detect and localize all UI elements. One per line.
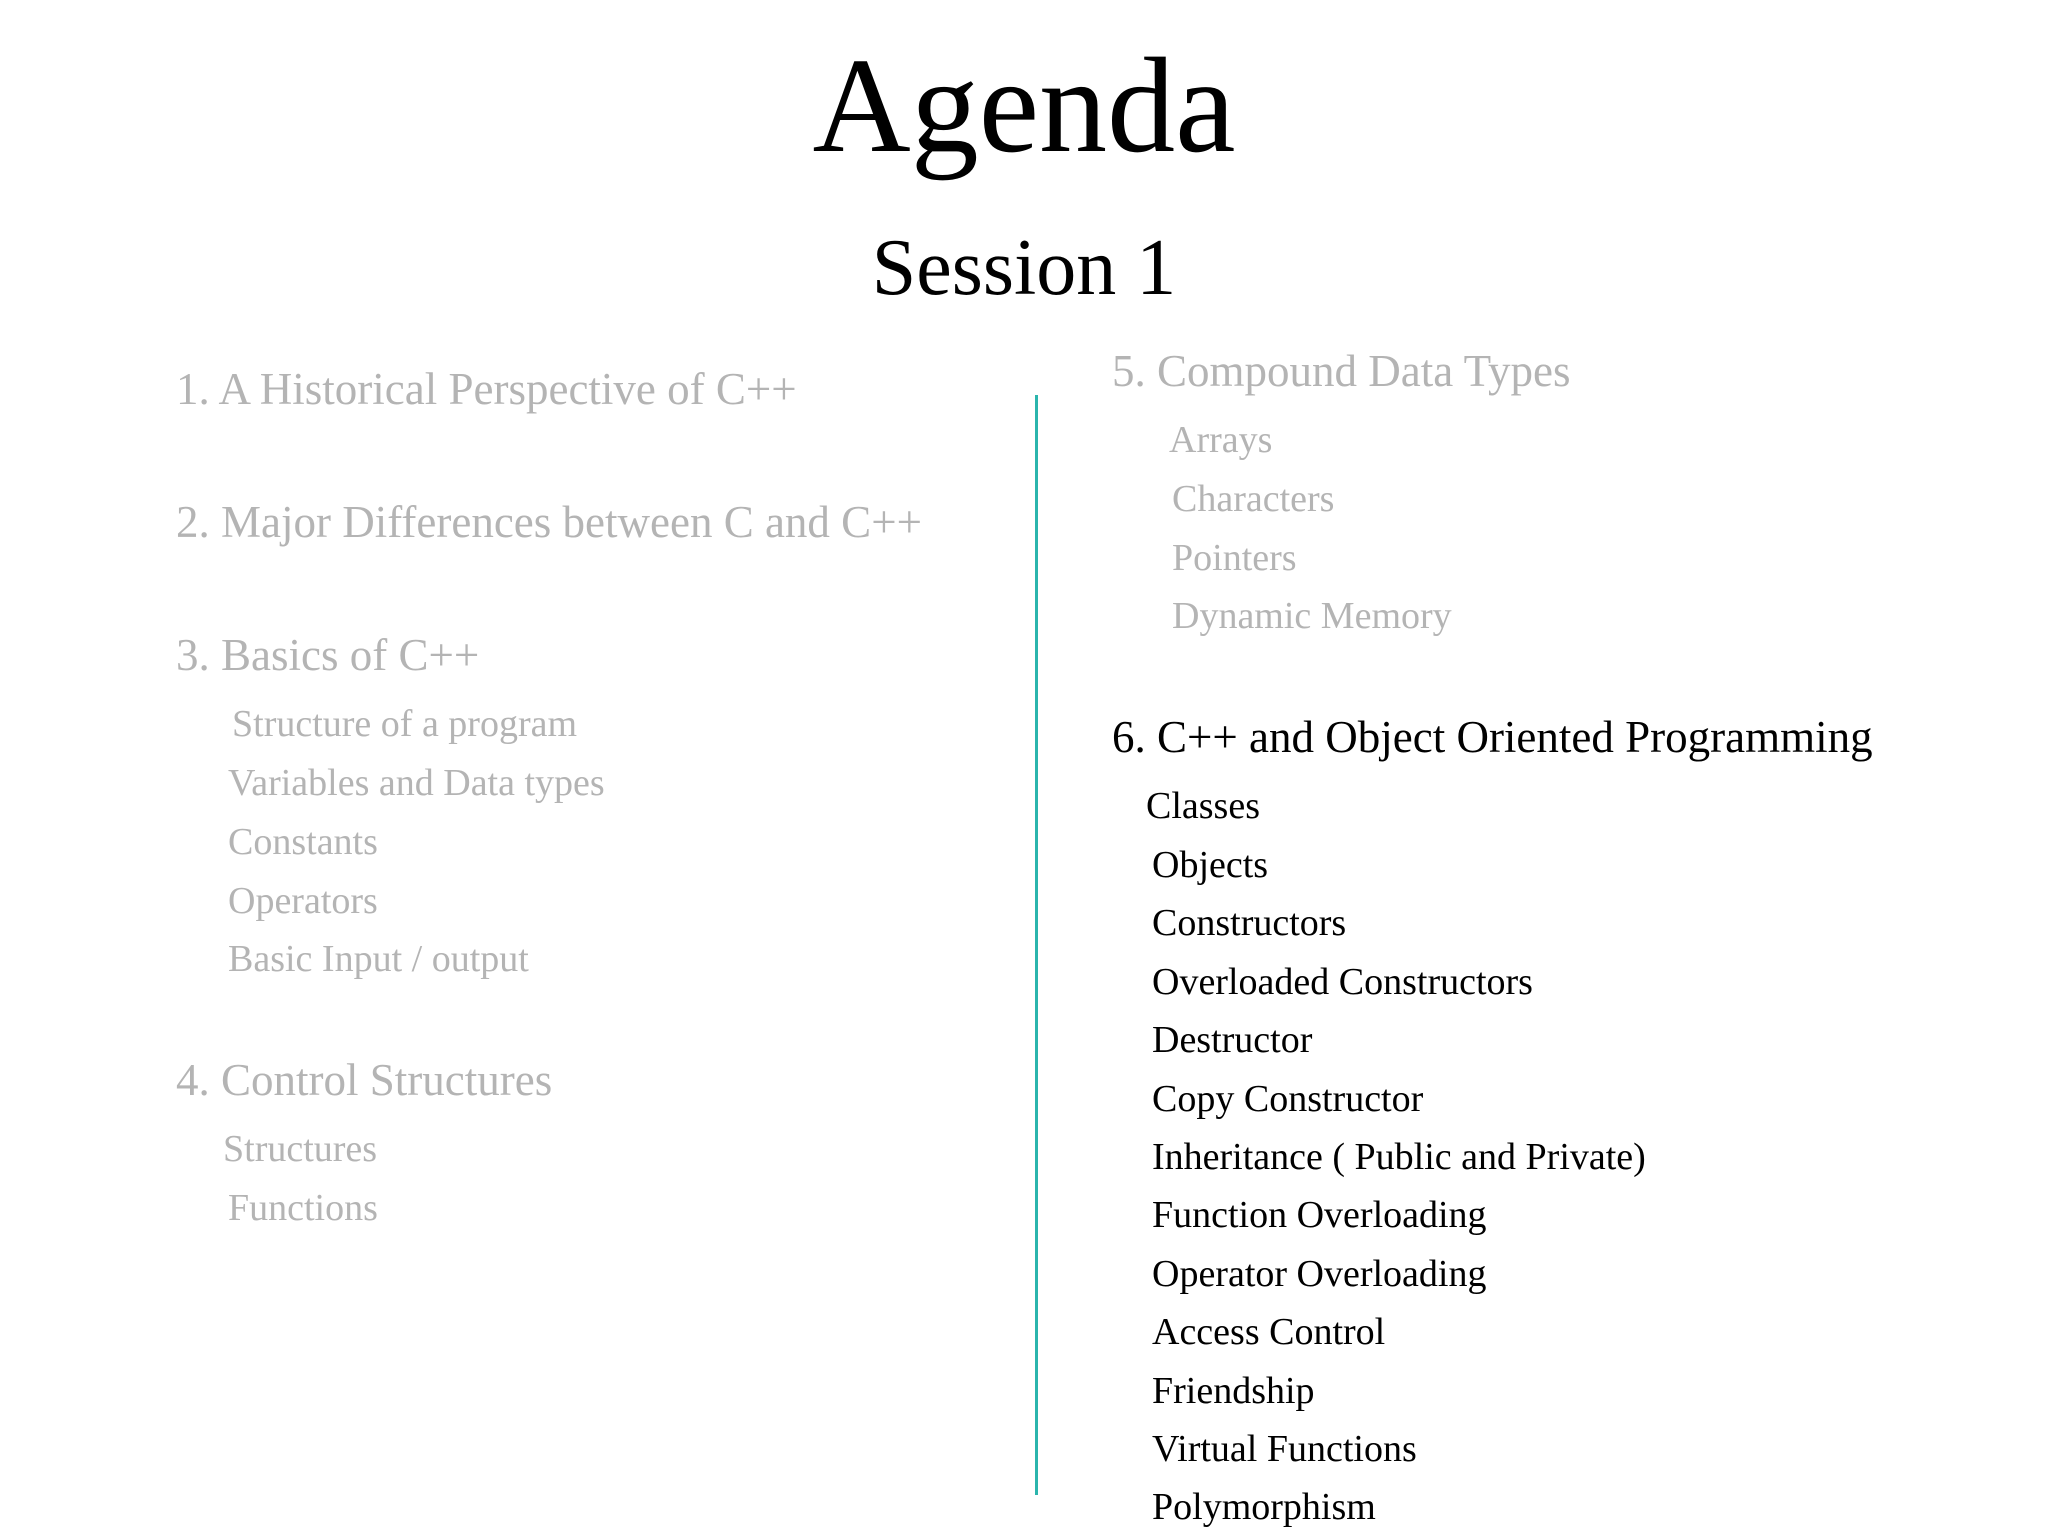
list-item: Virtual Functions bbox=[1152, 1428, 1417, 1470]
section-heading-5: 5. Compound Data Types bbox=[1112, 346, 1571, 396]
session-subtitle: Session 1 bbox=[871, 224, 1177, 312]
list-item: Classes bbox=[1146, 785, 1260, 827]
section-heading-2: 2. Major Differences between C and C++ bbox=[176, 497, 922, 547]
list-item: Functions bbox=[228, 1187, 378, 1229]
list-item: Destructor bbox=[1152, 1019, 1313, 1061]
section-heading-1: 1. A Historical Perspective of C++ bbox=[176, 364, 797, 414]
list-item: Characters bbox=[1172, 478, 1335, 520]
list-item: Variables and Data types bbox=[228, 762, 605, 804]
list-item: Inheritance ( Public and Private) bbox=[1152, 1136, 1646, 1178]
list-item: Copy Constructor bbox=[1152, 1078, 1424, 1120]
list-item: Arrays bbox=[1169, 419, 1273, 461]
list-item: Constructors bbox=[1152, 902, 1347, 944]
list-item: Pointers bbox=[1172, 537, 1297, 579]
list-item: Access Control bbox=[1152, 1311, 1386, 1353]
slide-title: Agenda bbox=[812, 31, 1236, 181]
list-item: Structures bbox=[223, 1128, 378, 1170]
list-item: Basic Input / output bbox=[228, 938, 529, 980]
section-heading-3: 3. Basics of C++ bbox=[176, 630, 480, 680]
list-item: Constants bbox=[228, 821, 378, 863]
list-item: Overloaded Constructors bbox=[1152, 961, 1533, 1003]
list-item: Dynamic Memory bbox=[1172, 595, 1452, 637]
list-item: Operator Overloading bbox=[1152, 1253, 1487, 1295]
list-item: Structure of a program bbox=[232, 703, 578, 745]
section-heading-6: 6. C++ and Object Oriented Programming bbox=[1112, 712, 1873, 762]
column-divider bbox=[1035, 395, 1038, 1495]
list-item: Operators bbox=[228, 880, 378, 922]
list-item: Polymorphism bbox=[1152, 1486, 1376, 1528]
list-item: Friendship bbox=[1152, 1370, 1315, 1412]
list-item: Objects bbox=[1152, 844, 1269, 886]
list-item: Function Overloading bbox=[1152, 1194, 1487, 1236]
section-heading-4: 4. Control Structures bbox=[176, 1055, 553, 1105]
